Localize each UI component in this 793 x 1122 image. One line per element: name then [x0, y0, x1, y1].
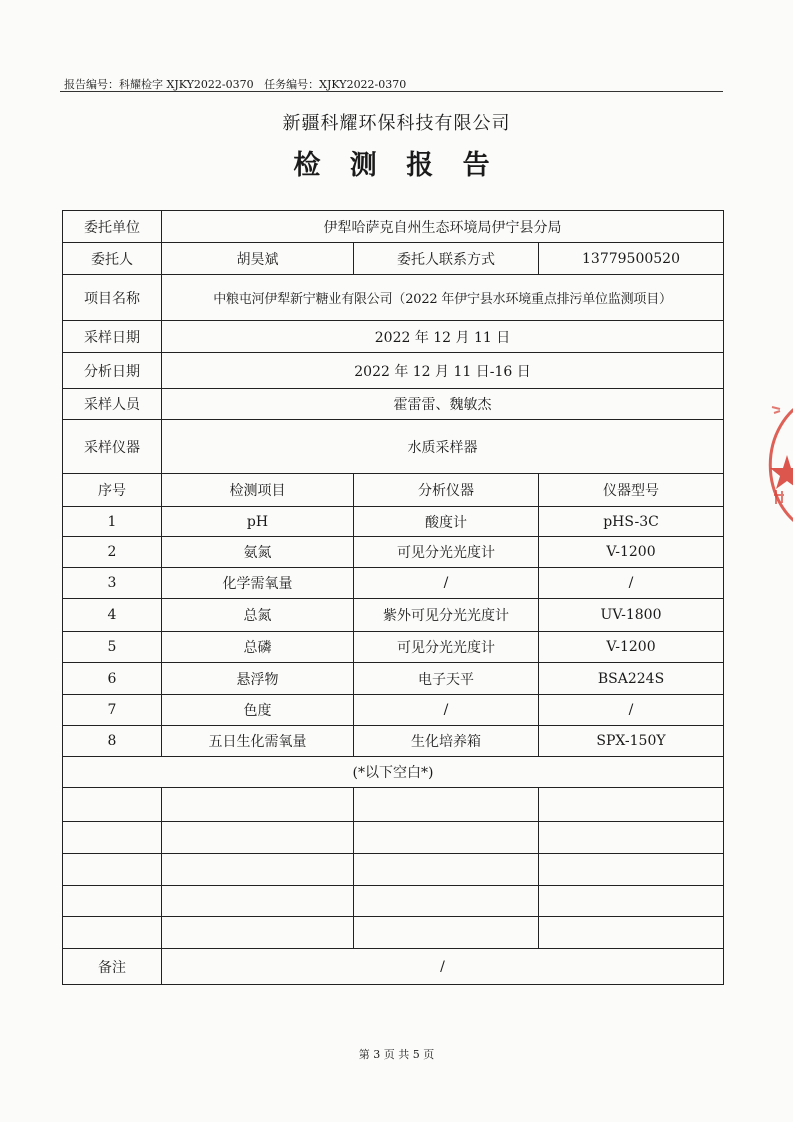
page-number: 第 3 页 共 5 页	[358, 1048, 435, 1061]
report-header	[64, 76, 406, 92]
report-title: 检 测 报 告	[293, 150, 500, 181]
samplers-label: 采样人员	[63, 389, 162, 420]
table-row	[63, 632, 724, 663]
items-header-row	[63, 474, 724, 507]
row-index: 7	[63, 695, 162, 726]
client-person-value: 胡昊斌	[162, 243, 354, 275]
client-unit-label: 委托单位	[63, 211, 162, 243]
row-instrument: /	[354, 568, 539, 599]
row-index: 5	[63, 632, 162, 663]
row-model: V-1200	[539, 537, 724, 568]
row-index: 4	[63, 599, 162, 632]
row-test-item: pH	[162, 507, 354, 537]
row-model: pHS-3C	[539, 507, 724, 537]
analysis-date-label: 分析日期	[63, 353, 162, 389]
empty-row	[63, 854, 724, 886]
task-number: 任务编号：XJKY2022-0370	[264, 78, 407, 91]
header-divider	[60, 91, 723, 92]
row-model: SPX-150Y	[539, 726, 724, 757]
sampling-instrument-value: 水质采样器	[162, 420, 724, 474]
row-instrument: 生化培养箱	[354, 726, 539, 757]
row-index: 8	[63, 726, 162, 757]
contact-value: 13779500520	[539, 243, 724, 275]
remarks-label: 备注	[63, 949, 162, 985]
row-instrument: 可见分光光度计	[354, 537, 539, 568]
project-value: 中粮屯河伊犁新宁糖业有限公司（2022 年伊宁县水环境重点排污单位监测项目）	[162, 275, 724, 321]
row-model: /	[539, 568, 724, 599]
table-row	[63, 695, 724, 726]
row-instrument: 紫外可见分光光度计	[354, 599, 539, 632]
row-model: V-1200	[539, 632, 724, 663]
row-instrument: 酸度计	[354, 507, 539, 537]
header-index: 序号	[63, 474, 162, 507]
contact-label: 委托人联系方式	[354, 243, 539, 275]
header-model: 仪器型号	[539, 474, 724, 507]
row-index: 6	[63, 663, 162, 695]
row-test-item: 五日生化需氧量	[162, 726, 354, 757]
row-instrument: 可见分光光度计	[354, 632, 539, 663]
client-unit-value: 伊犁哈萨克自州生态环境局伊宁县分局	[162, 211, 724, 243]
table-row	[63, 599, 724, 632]
company-name: 新疆科耀环保科技有限公司	[282, 113, 511, 134]
row-test-item: 色度	[162, 695, 354, 726]
table-row	[63, 568, 724, 599]
row-test-item: 氨氮	[162, 537, 354, 568]
empty-row	[63, 886, 724, 917]
remarks-value: /	[162, 949, 724, 985]
sampling-date-value: 2022 年 12 月 11 日	[162, 321, 724, 353]
project-label: 项目名称	[63, 275, 162, 321]
row-index: 2	[63, 537, 162, 568]
client-person-label: 委托人	[63, 243, 162, 275]
sampling-date-label: 采样日期	[63, 321, 162, 353]
table-row	[63, 726, 724, 757]
table-row	[63, 663, 724, 695]
row-instrument: /	[354, 695, 539, 726]
empty-row	[63, 917, 724, 949]
header-instrument: 分析仪器	[354, 474, 539, 507]
row-test-item: 总磷	[162, 632, 354, 663]
analysis-date-value: 2022 年 12 月 11 日-16 日	[162, 353, 724, 389]
row-model: BSA224S	[539, 663, 724, 695]
blank-note-row	[63, 757, 724, 788]
row-index: 3	[63, 568, 162, 599]
report-number: 报告编号：科耀检字 XJKY2022-0370	[64, 78, 254, 91]
row-model: /	[539, 695, 724, 726]
info-row-client-person	[63, 243, 724, 275]
info-row-sampling-date	[63, 321, 724, 353]
info-row-analysis-date	[63, 353, 724, 389]
red-seal-icon	[768, 395, 793, 535]
info-row-client-unit	[63, 211, 724, 243]
report-table	[62, 210, 724, 985]
info-row-samplers	[63, 389, 724, 420]
empty-row	[63, 822, 724, 854]
info-row-project	[63, 275, 724, 321]
row-model: UV-1800	[539, 599, 724, 632]
table-row	[63, 537, 724, 568]
empty-row	[63, 788, 724, 822]
samplers-value: 霍雷雷、魏敏杰	[162, 389, 724, 420]
row-test-item: 总氮	[162, 599, 354, 632]
table-row	[63, 507, 724, 537]
sampling-instrument-label: 采样仪器	[63, 420, 162, 474]
header-test-item: 检测项目	[162, 474, 354, 507]
row-test-item: 悬浮物	[162, 663, 354, 695]
row-instrument: 电子天平	[354, 663, 539, 695]
blank-note: (*以下空白*)	[63, 757, 724, 788]
remarks-row	[63, 949, 724, 985]
row-index: 1	[63, 507, 162, 537]
info-row-sampling-instrument	[63, 420, 724, 474]
row-test-item: 化学需氧量	[162, 568, 354, 599]
